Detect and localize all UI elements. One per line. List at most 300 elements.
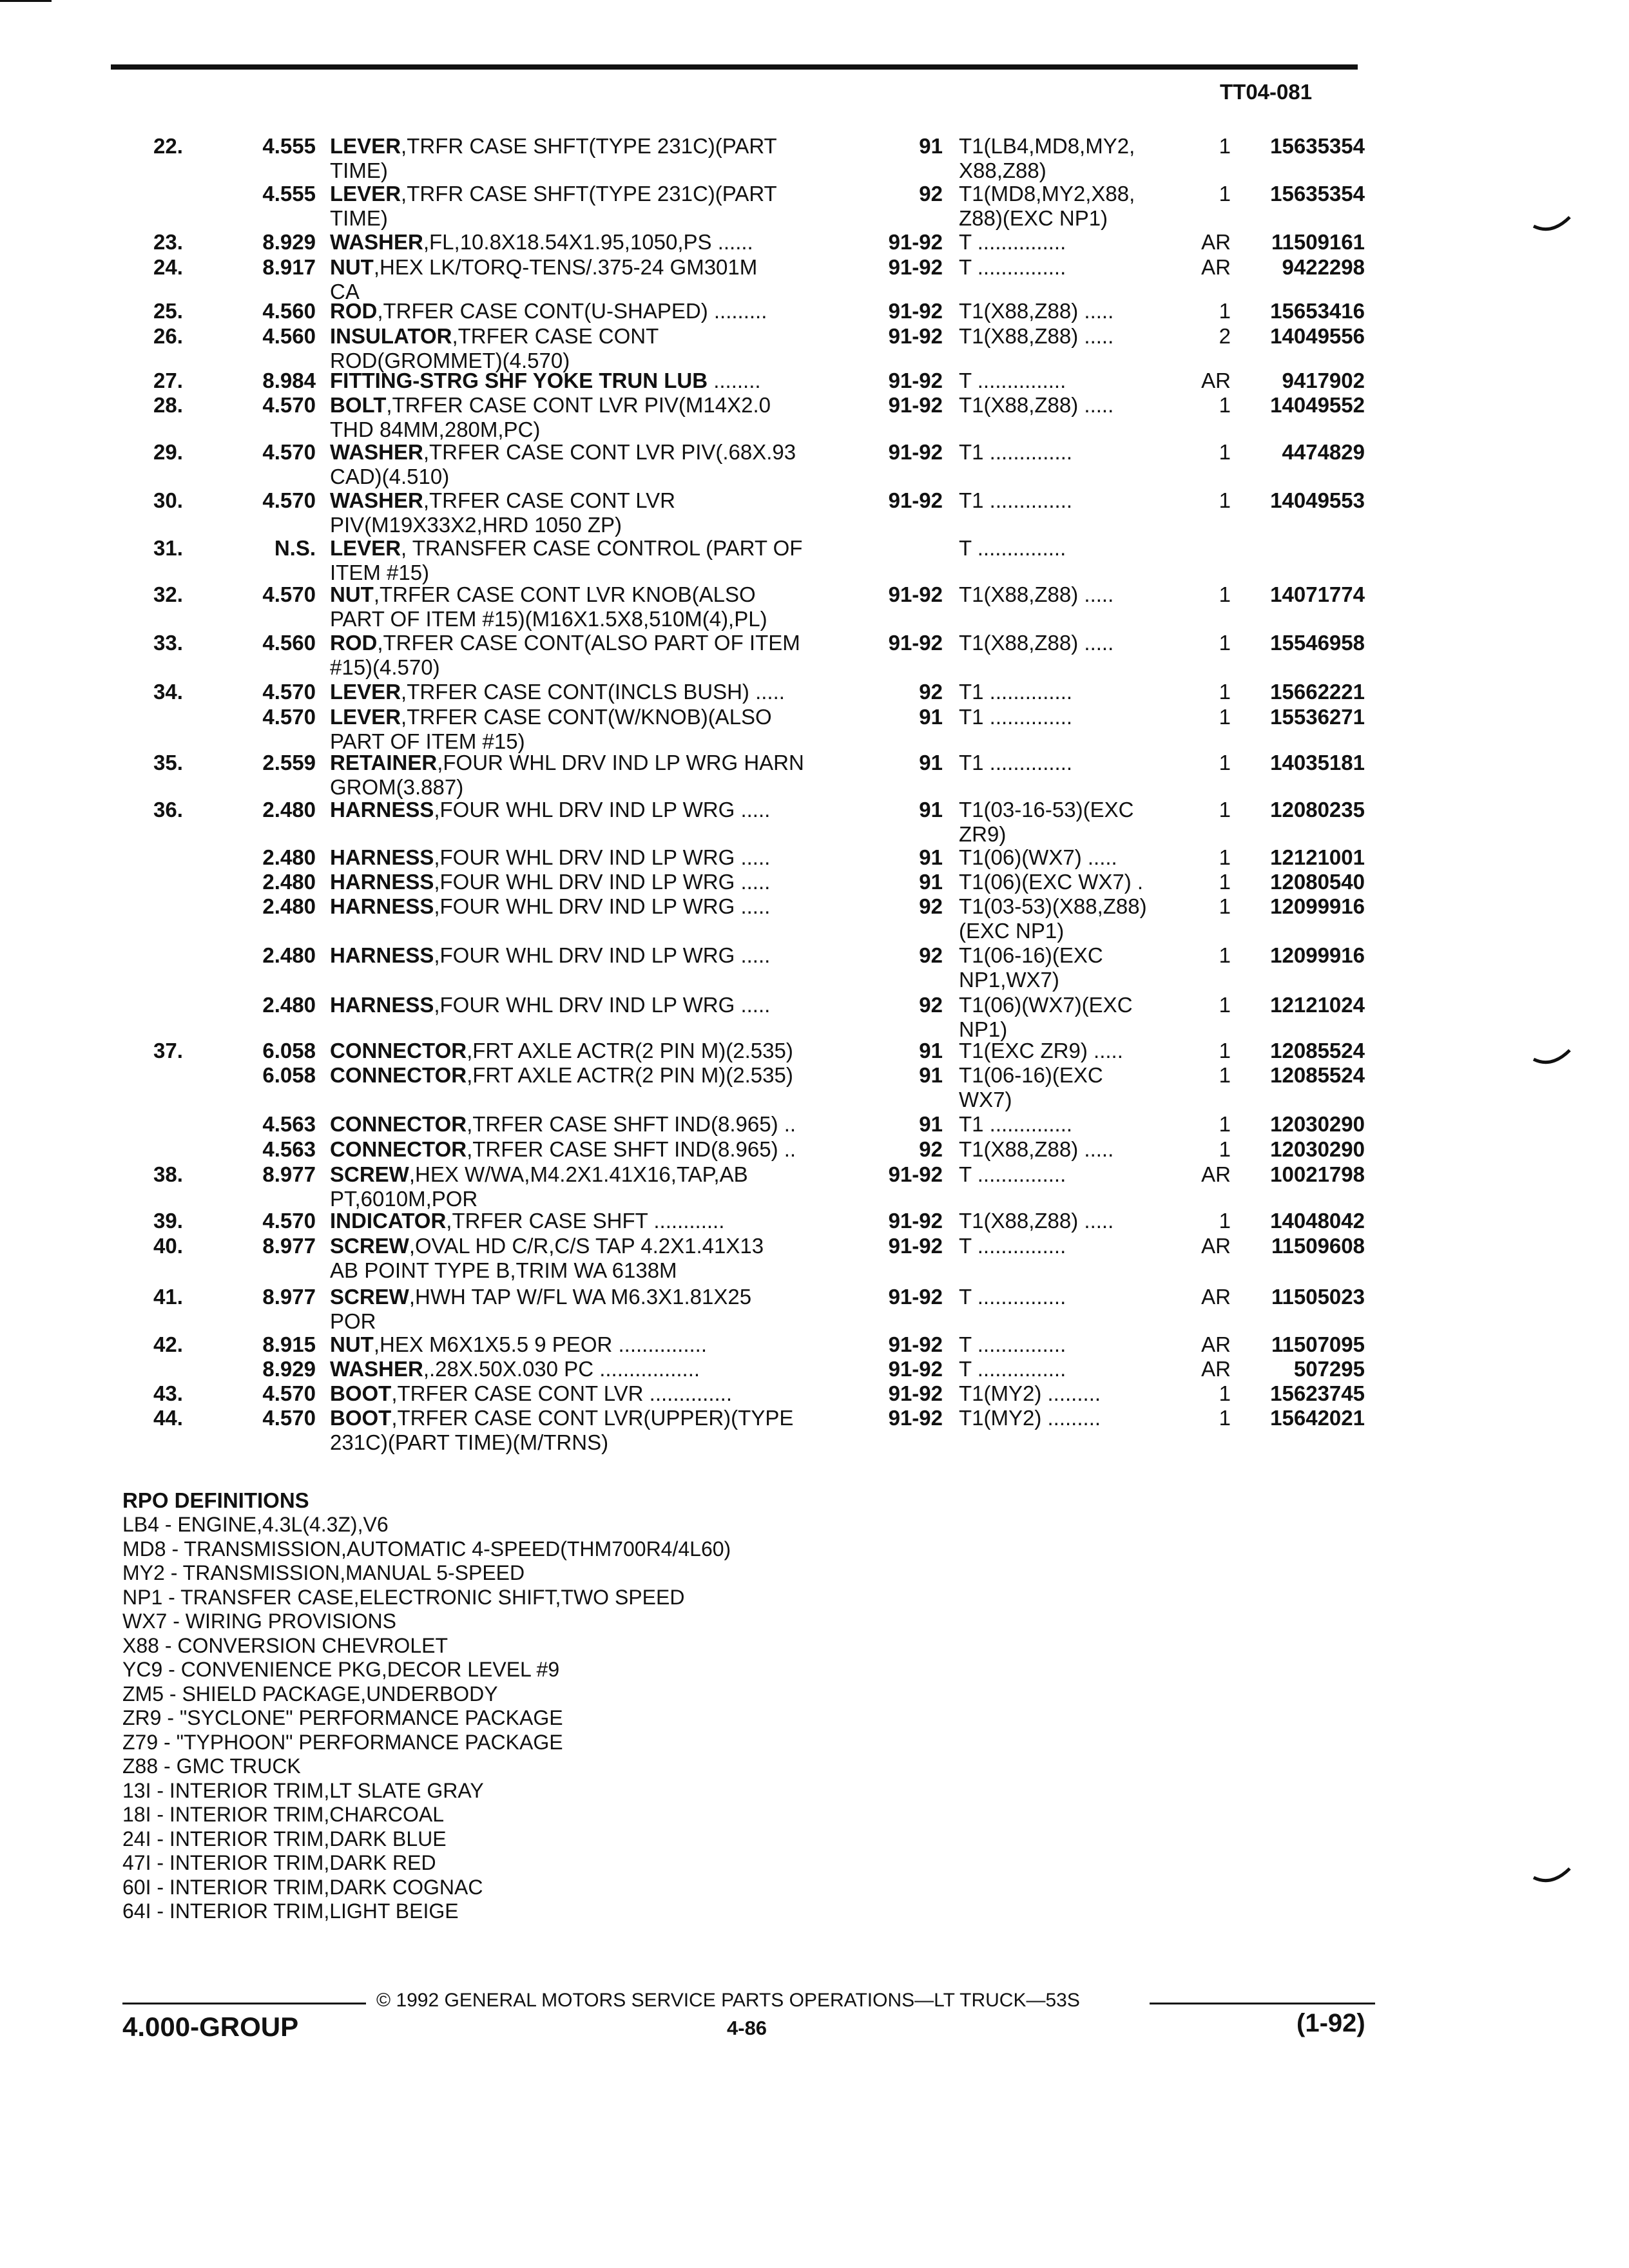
item-number: 29. [153,440,183,464]
part-number: 12121001 [1270,845,1365,869]
usage-code [959,1039,1188,1063]
part-description-detail: ,TRFER CASE CONT LVR(UPPER)(TYPE [391,1406,794,1430]
group-number: 4.570 [262,488,316,512]
quantity: AR [1201,230,1231,254]
part-name: BOLT [330,393,387,417]
usage-code-line: T1(X88,Z88) ..... [959,582,1114,606]
part-number: 14048042 [1270,1209,1365,1233]
item-number: 28. [153,393,183,417]
part-name: CONNECTOR [330,1039,467,1062]
model-year: 91-92 [888,1381,943,1405]
part-number: 11507095 [1271,1332,1365,1356]
part-description-detail: ,FRT AXLE ACTR(2 PIN M)(2.535) [467,1039,793,1062]
part-description-continued: PART OF ITEM #15)(M16X1.5X8,510M(4),PL) [330,607,767,631]
part-name: WASHER [330,488,423,512]
item-number: 27. [153,369,183,392]
part-name: LEVER [330,680,401,704]
model-year: 91-92 [888,1357,943,1381]
quantity: AR [1201,255,1231,279]
part-description [330,299,865,323]
part-number: 14049553 [1270,488,1365,512]
part-description-detail: ,FOUR WHL DRV IND LP WRG HARN [437,751,804,774]
item-number: 33. [153,631,183,655]
part-description-continued: CA [330,280,360,303]
item-number: 26. [153,324,183,348]
part-description-continued: #15)(4.570) [330,655,440,679]
model-year: 91-92 [888,1406,943,1430]
part-description [330,705,865,754]
usage-code [959,1332,1188,1357]
usage-code-line: T1(03-53)(X88,Z88) [959,894,1147,918]
usage-code [959,1381,1188,1406]
usage-code [959,894,1188,943]
part-number: 12085524 [1270,1039,1365,1062]
usage-code-line: T ............... [959,1162,1066,1186]
part-description-detail: ,TRFER CASE CONT(ALSO PART OF ITEM [377,631,800,655]
copyright-text: © 1992 GENERAL MOTORS SERVICE PARTS OPERATIONS—LT TRUCK—53S [376,1990,1080,2011]
rpo-definitions-title: RPO DEFINITIONS [122,1488,309,1512]
model-year: 91 [919,1039,943,1062]
quantity: 1 [1219,488,1231,512]
usage-code-line: T1 .............. [959,751,1073,774]
quantity: 1 [1219,1063,1231,1087]
usage-code [959,798,1188,847]
part-name: WASHER [330,440,423,464]
usage-code [959,1063,1188,1112]
part-description [330,1039,865,1063]
part-description [330,993,865,1017]
usage-code-line: T1(06-16)(EXC [959,1063,1103,1087]
part-description-continued: PART OF ITEM #15) [330,729,525,753]
part-name: INSULATOR [330,324,452,348]
part-description-detail: ,FOUR WHL DRV IND LP WRG ..... [434,894,771,918]
quantity: 1 [1219,845,1231,869]
rpo-definitions-list [122,1513,731,1924]
part-name: FITTING-STRG SHF YOKE TRUN LUB [330,369,708,392]
part-description-detail: ........ [708,369,761,392]
part-description-detail: ,TRFR CASE SHFT(TYPE 231C)(PART [401,182,777,206]
model-year: 92 [919,182,943,206]
usage-code-line: T1 .............. [959,1112,1073,1136]
quantity: AR [1201,1234,1231,1258]
quantity: 1 [1219,299,1231,323]
item-number: 43. [153,1381,183,1405]
part-description [330,751,865,800]
part-description-detail: ,HEX W/WA,M4.2X1.41X16,TAP,AB [409,1162,748,1186]
usage-code [959,1137,1188,1162]
usage-code-line: T1(MY2) ......... [959,1406,1101,1430]
model-year: 92 [919,943,943,967]
usage-code [959,943,1188,992]
part-description-continued: TIME) [330,206,388,230]
part-description [330,845,865,870]
usage-code [959,1209,1188,1233]
item-number: 32. [153,582,183,606]
model-year: 91-92 [888,369,943,392]
part-description-detail: ,FL,10.8X18.54X1.95,1050,PS ...... [423,230,753,254]
part-name: NUT [330,582,374,606]
part-name: WASHER [330,230,423,254]
part-description [330,680,865,704]
part-name: CONNECTOR [330,1137,467,1161]
usage-code [959,324,1188,349]
usage-code-line: T ............... [959,1357,1066,1381]
quantity: 1 [1219,582,1231,606]
item-number: 25. [153,299,183,323]
quantity: 1 [1219,993,1231,1017]
usage-code [959,255,1188,280]
part-description [330,1381,865,1406]
item-number: 41. [153,1285,183,1309]
part-name: LEVER [330,705,401,729]
part-name: BOOT [330,1406,392,1430]
part-description [330,1162,865,1211]
usage-code-line: T ............... [959,536,1066,560]
usage-code-line: T1(X88,Z88) ..... [959,1209,1114,1233]
quantity: 1 [1219,680,1231,704]
rpo-definition: 24I - INTERIOR TRIM,DARK BLUE [122,1827,447,1850]
part-description [330,1357,865,1381]
usage-code-line: T1(06)(EXC WX7) . [959,870,1144,894]
quantity: AR [1201,1357,1231,1381]
part-description-detail: ,FOUR WHL DRV IND LP WRG ..... [434,870,771,894]
usage-code-line: T1(MY2) ......... [959,1381,1101,1405]
part-description-detail: ,OVAL HD C/R,C/S TAP 4.2X1.41X13 [409,1234,764,1258]
part-number: 15546958 [1270,631,1365,655]
part-number: 12085524 [1270,1063,1365,1087]
rpo-definition: YC9 - CONVENIENCE PKG,DECOR LEVEL #9 [122,1658,560,1681]
group-number: 4.563 [262,1112,316,1136]
part-description-detail: ,HEX M6X1X5.5 9 PEOR ............... [373,1332,708,1356]
part-name: SCREW [330,1234,409,1258]
rpo-definition: 18I - INTERIOR TRIM,CHARCOAL [122,1803,445,1826]
part-description-detail: ,TRFER CASE CONT(W/KNOB)(ALSO [401,705,772,729]
group-number: 4.555 [262,134,316,158]
group-number: 2.480 [262,943,316,967]
group-number: 6.058 [262,1063,316,1087]
usage-code [959,870,1188,894]
part-name: SCREW [330,1285,409,1309]
group-number: 8.977 [262,1162,316,1186]
group-number: N.S. [274,536,316,560]
usage-code-continued: Z88)(EXC NP1) [959,206,1108,230]
group-number: 4.570 [262,1381,316,1405]
model-year: 91 [919,705,943,729]
part-description-continued: AB POINT TYPE B,TRIM WA 6138M [330,1258,677,1282]
quantity: 1 [1219,751,1231,774]
part-name: HARNESS [330,845,434,869]
part-name: HARNESS [330,798,434,822]
model-year: 92 [919,894,943,918]
group-number: 4.570 [262,705,316,729]
model-year: 91-92 [888,1209,943,1233]
part-description [330,134,865,183]
item-number: 23. [153,230,183,254]
part-description-detail: ,TRFER CASE SHFT IND(8.965) .. [467,1112,796,1136]
margin-mark [1532,216,1571,235]
quantity: 1 [1219,134,1231,158]
model-year: 91-92 [888,1162,943,1186]
header-rule [111,64,1358,70]
usage-code-line: T1(06)(WX7) ..... [959,845,1117,869]
part-description [330,631,865,680]
usage-code-line: T1(X88,Z88) ..... [959,393,1114,417]
usage-code [959,369,1188,393]
part-number: 15653416 [1270,299,1365,323]
part-description-detail: ,TRFR CASE SHFT(TYPE 231C)(PART [401,134,777,158]
rpo-definition: X88 - CONVERSION CHEVROLET [122,1633,448,1657]
group-number: 4.570 [262,1406,316,1430]
part-number: 9422298 [1282,255,1365,279]
usage-code [959,631,1188,655]
part-number: 12121024 [1270,993,1365,1017]
usage-code [959,993,1188,1042]
part-name: LEVER [330,536,401,560]
part-number: 15642021 [1270,1406,1365,1430]
item-number: 31. [153,536,183,560]
usage-code [959,1357,1188,1381]
usage-code-line: T ............... [959,369,1066,392]
group-number: 8.984 [262,369,316,392]
part-description-continued: ROD(GROMMET)(4.570) [330,349,570,372]
quantity: 1 [1219,1112,1231,1136]
usage-code [959,440,1188,465]
usage-code [959,536,1188,561]
model-year: 91-92 [888,1285,943,1309]
usage-code-line: T ............... [959,1234,1066,1258]
quantity: 1 [1219,1039,1231,1062]
part-description-detail: ,TRFER CASE CONT(INCLS BUSH) ..... [401,680,785,704]
part-number: 507295 [1293,1357,1365,1381]
group-number: 4.560 [262,299,316,323]
part-description-continued: ITEM #15) [330,561,430,584]
item-number: 24. [153,255,183,279]
part-name: HARNESS [330,993,434,1017]
part-description-detail: ,TRFER CASE SHFT ............ [446,1209,725,1233]
usage-code-line: T1(X88,Z88) ..... [959,299,1114,323]
part-description-detail: ,HEX LK/TORQ-TENS/.375-24 GM301M [373,255,758,279]
part-number: 11505023 [1271,1285,1365,1309]
rpo-definition: MY2 - TRANSMISSION,MANUAL 5-SPEED [122,1561,525,1584]
model-year: 91 [919,1063,943,1087]
rpo-definition: ZR9 - "SYCLONE" PERFORMANCE PACKAGE [122,1706,563,1729]
quantity: 1 [1219,1137,1231,1161]
quantity: 1 [1219,705,1231,729]
part-description [330,870,865,894]
usage-code-continued: ZR9) [959,822,1007,846]
part-number: 15635354 [1270,182,1365,206]
usage-code-line: T1 .............. [959,705,1073,729]
usage-code-line: T ............... [959,1332,1066,1356]
part-description-continued: CAD)(4.510) [330,465,450,488]
part-description-detail: ,FOUR WHL DRV IND LP WRG ..... [434,943,771,967]
item-number: 40. [153,1234,183,1258]
usage-code [959,134,1188,183]
part-description [330,369,865,393]
part-description-detail: ,TRFER CASE CONT [452,324,659,348]
part-name: HARNESS [330,870,434,894]
part-number: 14035181 [1270,751,1365,774]
part-description-continued: PT,6010M,POR [330,1187,478,1211]
part-description [330,1234,865,1283]
model-year: 91-92 [888,631,943,655]
item-number: 35. [153,751,183,774]
footer-rule-right [1150,2003,1375,2004]
part-number: 10021798 [1270,1162,1365,1186]
part-description-detail: ,TRFER CASE CONT LVR [423,488,676,512]
part-description [330,393,865,442]
part-number: 9417902 [1282,369,1365,392]
model-year: 91-92 [888,255,943,279]
part-name: CONNECTOR [330,1112,467,1136]
part-name: HARNESS [330,894,434,918]
quantity: 1 [1219,894,1231,918]
group-number: 4.570 [262,440,316,464]
part-name: ROD [330,631,378,655]
part-description [330,894,865,919]
part-description [330,536,865,585]
item-number: 44. [153,1406,183,1430]
part-name: LEVER [330,134,401,158]
part-description-continued: POR [330,1309,376,1333]
usage-code [959,230,1188,255]
model-year: 92 [919,993,943,1017]
quantity: AR [1201,369,1231,392]
group-number: 8.977 [262,1234,316,1258]
group-number: 4.570 [262,393,316,417]
usage-code-line: T1(06)(WX7)(EXC [959,993,1133,1017]
usage-code-line: T1(03-16-53)(EXC [959,798,1134,822]
part-description-continued: GROM(3.887) [330,775,464,799]
part-number: 15662221 [1270,680,1365,704]
usage-code-line: T1(LB4,MD8,MY2, [959,134,1135,158]
part-description-detail: ,TRFER CASE SHFT IND(8.965) .. [467,1137,796,1161]
part-number: 12030290 [1270,1112,1365,1136]
usage-code-line: T1(X88,Z88) ..... [959,324,1114,348]
part-description-detail: ,TRFER CASE CONT LVR PIV(.68X.93 [423,440,796,464]
rpo-definition: 60I - INTERIOR TRIM,DARK COGNAC [122,1875,483,1899]
part-description [330,1332,865,1357]
part-description-continued: 231C)(PART TIME)(M/TRNS) [330,1430,609,1454]
usage-code-line: T1(X88,Z88) ..... [959,631,1114,655]
part-description [330,182,865,231]
rpo-definition: Z79 - "TYPHOON" PERFORMANCE PACKAGE [122,1730,563,1754]
part-number: 14071774 [1270,582,1365,606]
part-description [330,1137,865,1162]
part-number: 12080235 [1270,798,1365,822]
item-number: 42. [153,1332,183,1356]
part-description [330,230,865,255]
usage-code [959,1406,1188,1430]
rpo-definition: 47I - INTERIOR TRIM,DARK RED [122,1851,436,1874]
usage-code-line: T ............... [959,230,1066,254]
part-number: 11509161 [1271,230,1365,254]
group-number: 4.570 [262,1209,316,1233]
usage-code-continued: X88,Z88) [959,159,1046,182]
group-number: 8.929 [262,230,316,254]
group-number: 8.929 [262,1357,316,1381]
rpo-definition: LB4 - ENGINE,4.3L(4.3Z),V6 [122,1513,389,1536]
model-year: 91-92 [888,440,943,464]
part-description-detail: ,TRFER CASE CONT(U-SHAPED) ......... [377,299,767,323]
usage-code [959,488,1188,513]
part-description [330,582,865,631]
margin-mark [1532,1049,1571,1068]
part-name: BOOT [330,1381,392,1405]
group-number: 2.480 [262,845,316,869]
group-number: 2.480 [262,894,316,918]
item-number: 37. [153,1039,183,1062]
usage-code-line: T1 .............. [959,488,1073,512]
usage-code-continued: WX7) [959,1088,1012,1111]
part-description-continued: TIME) [330,159,388,182]
rpo-definition: NP1 - TRANSFER CASE,ELECTRONIC SHIFT,TWO SPEED [122,1585,685,1609]
part-description-detail: ,FOUR WHL DRV IND LP WRG ..... [434,798,771,822]
part-number: 12099916 [1270,943,1365,967]
part-description [330,1112,865,1137]
part-number: 12080540 [1270,870,1365,894]
quantity: AR [1201,1162,1231,1186]
group-number: 4.570 [262,582,316,606]
part-description [330,324,865,373]
usage-code-line: T1(MD8,MY2,X88, [959,182,1135,206]
part-name: CONNECTOR [330,1063,467,1087]
model-year: 91-92 [888,230,943,254]
part-description-detail: ,TRFER CASE CONT LVR .............. [391,1381,733,1405]
part-description-continued: PIV(M19X33X2,HRD 1050 ZP) [330,513,622,537]
part-number: 12030290 [1270,1137,1365,1161]
model-year: 92 [919,680,943,704]
group-number: 8.917 [262,255,316,279]
part-description-detail: ,HWH TAP W/FL WA M6.3X1.81X25 [409,1285,752,1309]
usage-code [959,751,1188,775]
usage-code-line: T ............... [959,1285,1066,1309]
usage-code-line: T1(X88,Z88) ..... [959,1137,1114,1161]
part-description [330,943,865,968]
part-number: 12099916 [1270,894,1365,918]
part-name: SCREW [330,1162,409,1186]
footer-rule-left [122,2003,366,2004]
usage-code [959,705,1188,729]
part-description-detail: ,.28X.50X.030 PC ................. [423,1357,700,1381]
item-number: 36. [153,798,183,822]
usage-code-continued: NP1,WX7) [959,968,1059,992]
group-number: 2.559 [262,751,316,774]
revision-date: (1-92) [1296,2009,1365,2037]
usage-code [959,680,1188,704]
quantity: 1 [1219,1209,1231,1233]
quantity: 1 [1219,870,1231,894]
usage-code [959,1162,1188,1187]
usage-code [959,845,1188,870]
group-number: 2.480 [262,798,316,822]
part-description-detail: , TRANSFER CASE CONTROL (PART OF [401,536,803,560]
quantity: 1 [1219,1406,1231,1430]
rpo-definition: 13I - INTERIOR TRIM,LT SLATE GRAY [122,1778,484,1802]
part-name: INDICATOR [330,1209,447,1233]
part-number: 15536271 [1270,705,1365,729]
part-number: 15623745 [1270,1381,1365,1405]
rpo-definition: WX7 - WIRING PROVISIONS [122,1610,396,1633]
part-name: NUT [330,1332,374,1356]
model-year: 91-92 [888,393,943,417]
part-name: RETAINER [330,751,438,774]
usage-code [959,1112,1188,1137]
part-number: 11509608 [1271,1234,1365,1258]
model-year: 91 [919,751,943,774]
usage-code [959,1234,1188,1258]
part-description [330,1406,865,1455]
